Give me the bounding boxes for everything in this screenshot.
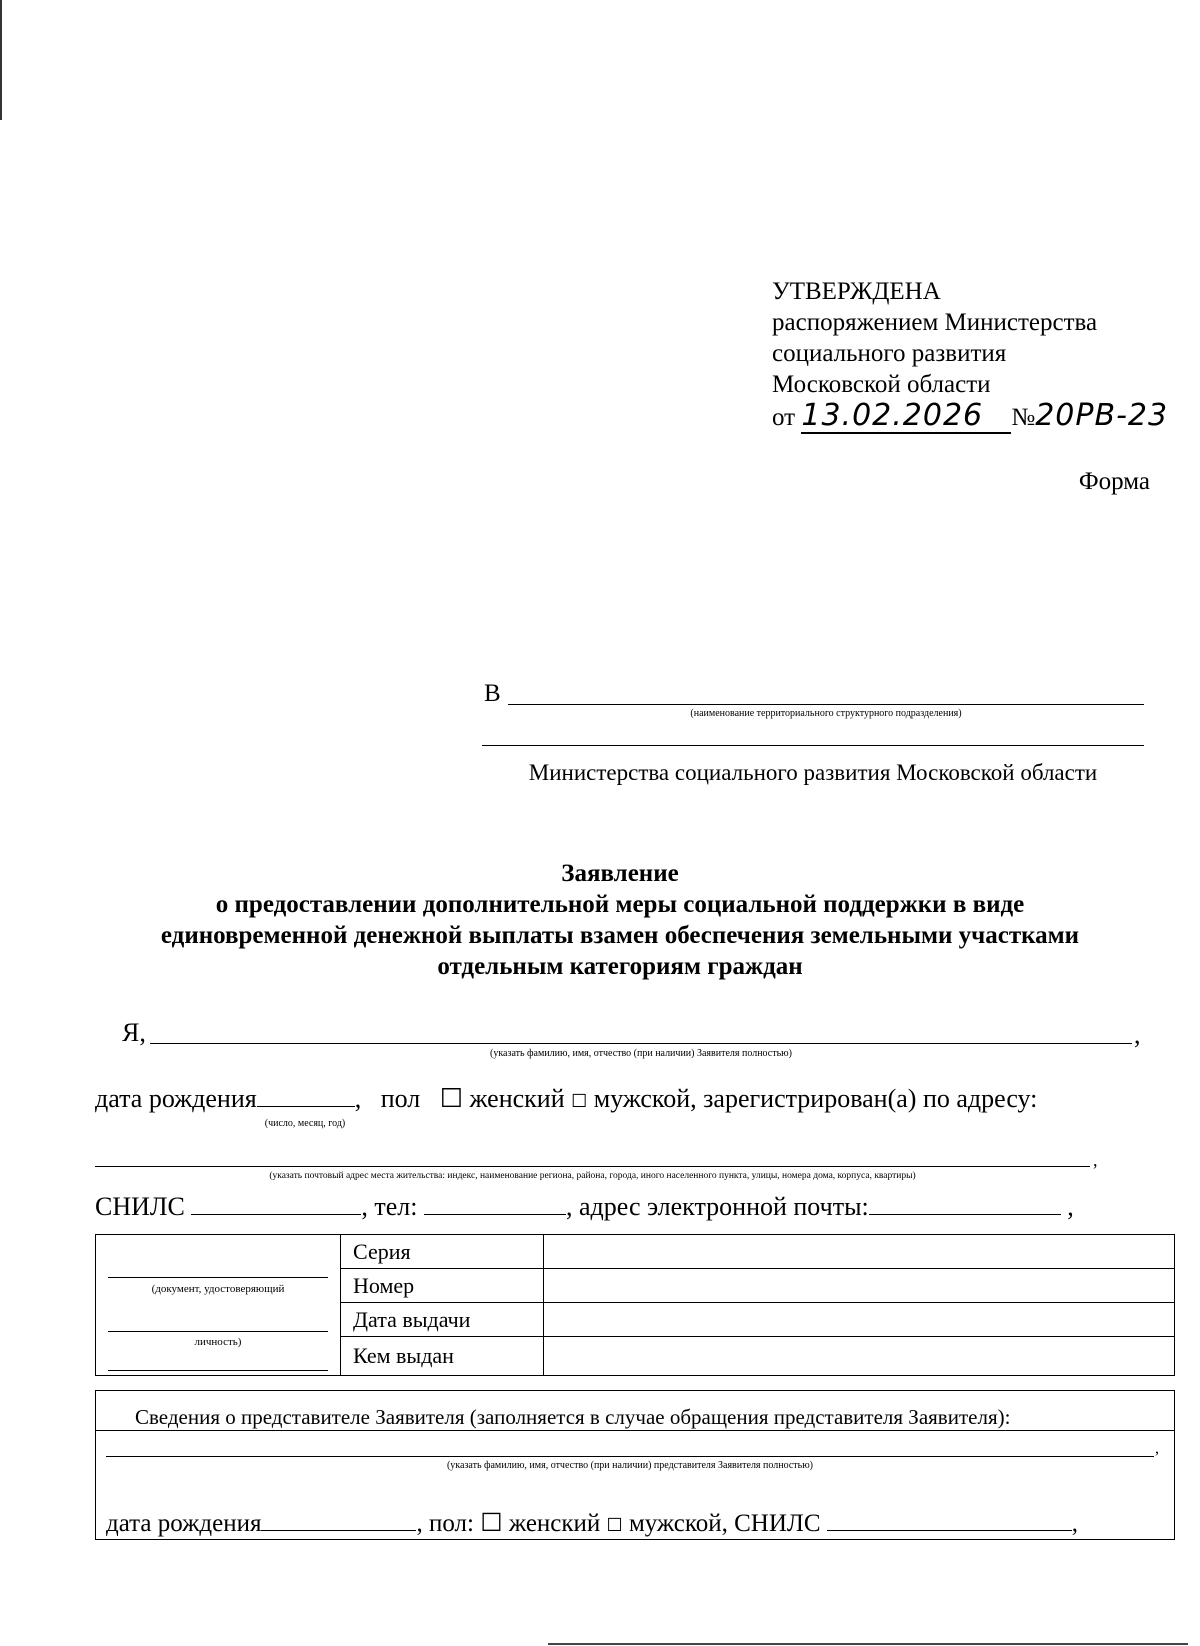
date-value: 13.02.2026: [801, 398, 984, 433]
representative-name-field[interactable]: [106, 1456, 1154, 1457]
issue-date-label: Дата выдачи: [341, 1303, 544, 1337]
birth-label: дата рождения: [95, 1084, 257, 1113]
rep-birth-label: дата рождения: [106, 1510, 262, 1537]
male-checkbox[interactable]: ☐: [571, 1091, 588, 1111]
phone-field[interactable]: [424, 1192, 566, 1215]
birth-date-field[interactable]: [257, 1084, 355, 1107]
id-doc-caption-bottom: личность): [194, 1336, 242, 1348]
title-line-4: отдельным категориям граждан: [437, 953, 803, 980]
approval-title: УТВЕРЖДЕНА: [772, 278, 941, 305]
approval-date-row: [772, 400, 1168, 434]
issued-by-field[interactable]: [544, 1337, 1175, 1376]
applicant-name-field[interactable]: [150, 1043, 1132, 1044]
title-line-2: о предоставлении дополнительной меры социальной поддержки в виде: [215, 891, 1025, 918]
document-title: [60, 858, 1180, 982]
id-document-caption-cell: [96, 1235, 341, 1376]
addressee-line-2[interactable]: [482, 745, 1144, 746]
female-label: женский: [469, 1084, 565, 1113]
email-label: , адрес электронной почты:: [565, 1192, 869, 1221]
snils-label: СНИЛС: [95, 1192, 185, 1221]
issue-date-field[interactable]: [544, 1303, 1175, 1337]
representative-header: Сведения о представителе Заявителя (заполняется в случае обращения представителя Заявителя):: [135, 1405, 1011, 1429]
date-field: [801, 398, 1011, 434]
address-comma: ,: [1093, 1150, 1098, 1170]
id-doc-line-3[interactable]: [108, 1370, 328, 1371]
female-checkbox[interactable]: ☐: [439, 1084, 464, 1113]
comma: ,: [1134, 1020, 1141, 1049]
phone-label: , тел:: [361, 1192, 418, 1221]
number-label: Номер: [341, 1269, 544, 1303]
rep-female-checkbox[interactable]: ☐: [480, 1510, 503, 1537]
representative-name-caption: (указать фамилию, имя, отчество (при наличии) представителя Заявителя полностью): [446, 1460, 814, 1471]
series-label: Серия: [341, 1235, 544, 1269]
representative-divider: [95, 1430, 1175, 1431]
id-doc-line-2[interactable]: [108, 1331, 328, 1332]
id-doc-line-1[interactable]: [108, 1277, 328, 1278]
representative-details-row: дата рождения , пол: ☐ женский ☐ мужской, СНИЛС ,: [106, 1510, 1079, 1537]
title-line-1: Заявление: [561, 860, 679, 887]
rep-comma: ,: [1155, 1440, 1159, 1457]
number-value: 20РВ-23: [1035, 398, 1169, 433]
address-caption: (указать почтовый адрес места жительства: индекс, наименование региона, района, города, иного населенного пункта, улицы, номера дома, корпуса, квартиры): [269, 1171, 916, 1181]
applicant-birth-row: дата рождения , пол ☐ женский ☐ мужской, зарегистрирован(а) по адресу:: [95, 1084, 1038, 1113]
ministry-name: Министерства социального развития Московской области: [528, 760, 1098, 785]
issued-by-label: Кем выдан: [341, 1337, 544, 1376]
addressee-caption: (наименование территориального структурного подразделения): [690, 708, 962, 719]
rep-female-label: женский: [508, 1510, 601, 1537]
series-field[interactable]: [544, 1235, 1175, 1269]
snils-field[interactable]: [191, 1192, 361, 1215]
addressee-prefix: В: [484, 680, 501, 707]
scan-bottom-edge: [548, 1643, 1188, 1645]
number-prefix: №: [1011, 404, 1036, 431]
applicant-address-field[interactable]: [95, 1166, 1090, 1167]
approval-block: [772, 276, 1168, 434]
rep-male-label: мужской, СНИЛС: [628, 1510, 821, 1537]
table-row: [96, 1235, 1175, 1269]
applicant-name-caption: (указать фамилию, имя, отчество (при наличии) Заявителя полностью): [490, 1048, 792, 1059]
scan-edge: [0, 0, 2, 120]
applicant-prefix: Я,: [122, 1018, 146, 1047]
rep-male-checkbox[interactable]: ☐: [606, 1515, 623, 1535]
birth-caption: (число, месяц, год): [264, 1118, 346, 1129]
email-field[interactable]: [869, 1192, 1061, 1215]
applicant-contacts-row: СНИЛС , тел: , адрес электронной почты: ,: [95, 1192, 1074, 1221]
approval-line-2: распоряжением Министерства: [772, 309, 1098, 336]
rep-gender-label: , пол:: [416, 1510, 474, 1537]
addressee-line[interactable]: [508, 704, 1144, 705]
gender-label: пол: [380, 1084, 421, 1113]
approval-line-3: социального развития: [772, 340, 1007, 367]
title-line-3: единовременной денежной выплаты взамен обеспечения земельными участками: [160, 922, 1080, 949]
id-document-table: [95, 1234, 1175, 1376]
forma-label: Форма: [1078, 468, 1150, 495]
number-field[interactable]: [544, 1269, 1175, 1303]
id-doc-caption-top: (документ, удостоверяющий: [151, 1283, 285, 1295]
rep-snils-field[interactable]: [827, 1508, 1072, 1531]
date-prefix: от: [772, 404, 796, 431]
rep-birth-field[interactable]: [261, 1508, 416, 1531]
approval-line-4: Московской области: [772, 371, 991, 398]
male-label: мужской, зарегистрирован(а) по адресу:: [593, 1084, 1038, 1113]
